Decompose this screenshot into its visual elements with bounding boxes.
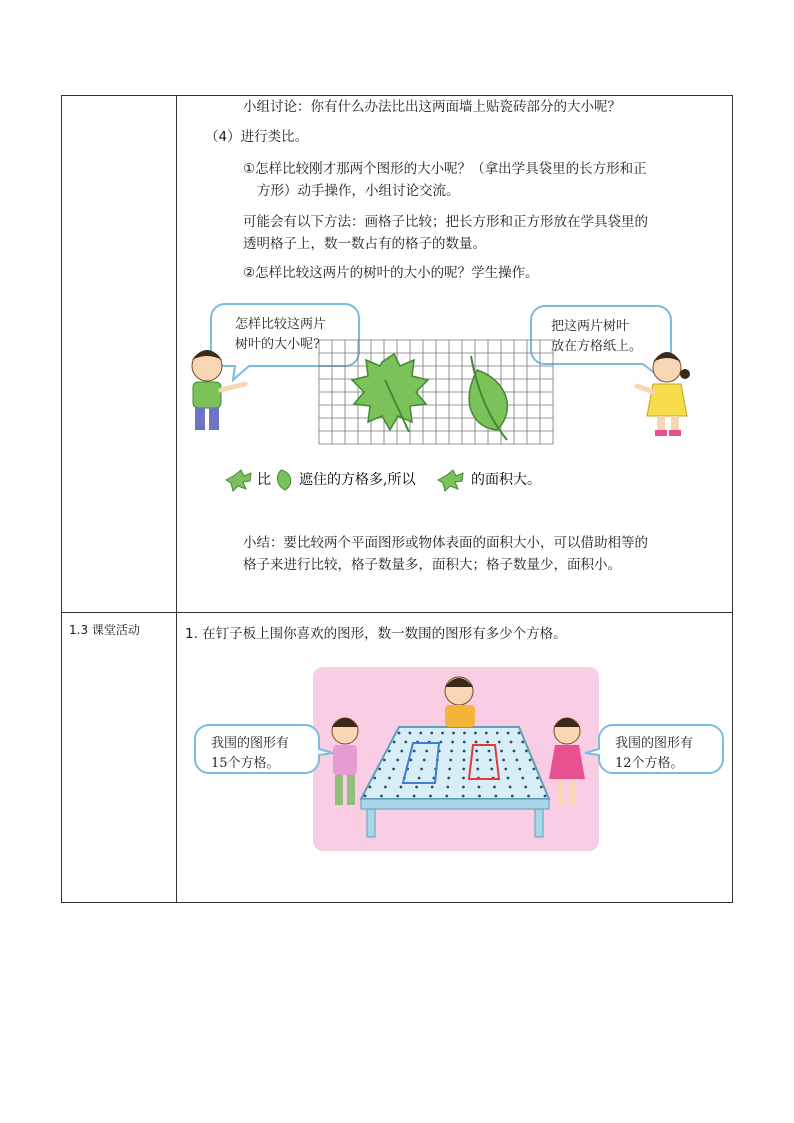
peg (540, 786, 543, 789)
peg (518, 768, 521, 771)
peg (516, 759, 519, 762)
peg (430, 732, 433, 735)
left-bubble-line1: 我围的图形有 (211, 736, 290, 751)
methods-line2: 透明格子上，数一数占有的格子的数量。 (243, 236, 486, 252)
peg (383, 759, 386, 762)
peg (369, 786, 372, 789)
peg (511, 795, 514, 798)
peg (495, 795, 498, 798)
left-speech-bubble (195, 725, 333, 773)
peg (489, 759, 492, 762)
peg (478, 786, 481, 789)
peg (452, 732, 455, 735)
peg (384, 786, 387, 789)
peg (463, 741, 466, 744)
peg (378, 768, 381, 771)
peg (476, 759, 479, 762)
boy-bubble-line2: 树叶的大小呢? (235, 337, 320, 352)
section-label: 1.3 课堂活动 (69, 623, 140, 637)
peg (393, 741, 396, 744)
peg (507, 777, 510, 780)
right-bubble-line2: 12个方格。 (615, 756, 684, 771)
peg (400, 750, 403, 753)
peg (513, 750, 516, 753)
peg (413, 750, 416, 753)
content-cell-section1 (177, 96, 733, 613)
peg (521, 777, 524, 780)
peg (392, 768, 395, 771)
peg (441, 732, 444, 735)
peg (493, 786, 496, 789)
peg (423, 759, 426, 762)
leaf-caption (226, 470, 541, 491)
boy-bubble-line1: 怎样比较这两片 (235, 317, 327, 332)
peg (450, 750, 453, 753)
peg (462, 786, 465, 789)
table-row (62, 96, 733, 613)
content-cell-section2 (177, 613, 733, 903)
peg (451, 741, 454, 744)
leaves-figure (177, 300, 733, 500)
peg (529, 759, 532, 762)
peg (544, 795, 547, 798)
peg (476, 768, 479, 771)
peg (504, 768, 507, 771)
step4-heading: （4）进行类比。 (205, 129, 309, 145)
boy-speech-bubble (211, 304, 359, 380)
caption-part3: 的面积大。 (471, 472, 541, 488)
question1-line1: ①怎样比较刚才那两个图形的大小呢？（拿出学具袋里的长方形和正 (243, 161, 647, 177)
peg (373, 777, 376, 780)
caption-part2: 遮住的方格多,所以 (299, 472, 416, 488)
peg (396, 795, 399, 798)
peg (485, 732, 488, 735)
peg (533, 768, 536, 771)
peg (486, 741, 489, 744)
peg (429, 795, 432, 798)
peg (502, 759, 505, 762)
peg (475, 741, 478, 744)
peg (521, 741, 524, 744)
peg (420, 768, 423, 771)
peg (446, 786, 449, 789)
girl-bubble-line2: 放在方格纸上。 (551, 339, 643, 354)
peg (507, 732, 510, 735)
peg (462, 768, 465, 771)
peg (463, 750, 466, 753)
peg (527, 795, 530, 798)
table-row (62, 613, 733, 903)
peg (380, 795, 383, 798)
peg (396, 759, 399, 762)
peg (510, 741, 513, 744)
peg (509, 786, 512, 789)
left-bubble-line2: 15个方格。 (211, 756, 280, 771)
girl-bubble-line1: 把这两片树叶 (551, 319, 630, 334)
peg (449, 759, 452, 762)
peg (462, 777, 465, 780)
peg (462, 795, 465, 798)
activity-text: 1. 在钉子板上围你喜欢的图形，数一数围的图形有多少个方格。 (185, 626, 567, 642)
peg (404, 741, 407, 744)
pegboard-figure (177, 661, 733, 861)
left-cell-label (62, 613, 177, 903)
peg (418, 777, 421, 780)
peg (425, 750, 428, 753)
peg (474, 732, 477, 735)
girl-speech-bubble (531, 306, 671, 378)
peg (463, 732, 466, 735)
peg (475, 750, 478, 753)
right-bubble-line1: 我围的图形有 (615, 736, 694, 751)
peg (400, 786, 403, 789)
summary-line2: 格子来进行比较，格子数量多，面积大；格子数量少，面积小。 (243, 557, 621, 573)
peg (398, 732, 401, 735)
peg (518, 732, 521, 735)
peg (388, 777, 391, 780)
peg (496, 732, 499, 735)
lesson-table-container (61, 95, 733, 902)
methods-line1: 可能会有以下方法：画格子比较；把长方形和正方形放在学具袋里的 (243, 214, 648, 230)
peg (445, 795, 448, 798)
peg (463, 759, 466, 762)
peg (498, 741, 501, 744)
peg (447, 777, 450, 780)
right-speech-bubble (585, 725, 723, 773)
caption-part1: 比 (257, 472, 271, 488)
peg (448, 768, 451, 771)
question2-text: ②怎样比较这两片的树叶的大小的呢？学生操作。 (243, 265, 539, 281)
summary-line1: 小结：要比较两个平面图形或物体表面的面积大小，可以借助相等的 (243, 535, 648, 551)
peg (431, 786, 434, 789)
question1-line2: 方形）动手操作，小组讨论交流。 (257, 183, 460, 199)
discussion-text: 小组讨论：你有什么办法比出这两面墙上贴瓷砖部分的大小呢？ (243, 99, 621, 115)
peg (488, 750, 491, 753)
peg (490, 768, 493, 771)
peg (500, 750, 503, 753)
peg (478, 795, 481, 798)
peg (525, 750, 528, 753)
peg (415, 786, 418, 789)
peg (419, 732, 422, 735)
peg (524, 786, 527, 789)
peg (409, 732, 412, 735)
peg (413, 795, 416, 798)
lesson-table (61, 95, 733, 903)
peg (388, 750, 391, 753)
peg (364, 795, 367, 798)
left-cell-empty (62, 96, 177, 613)
peg (536, 777, 539, 780)
